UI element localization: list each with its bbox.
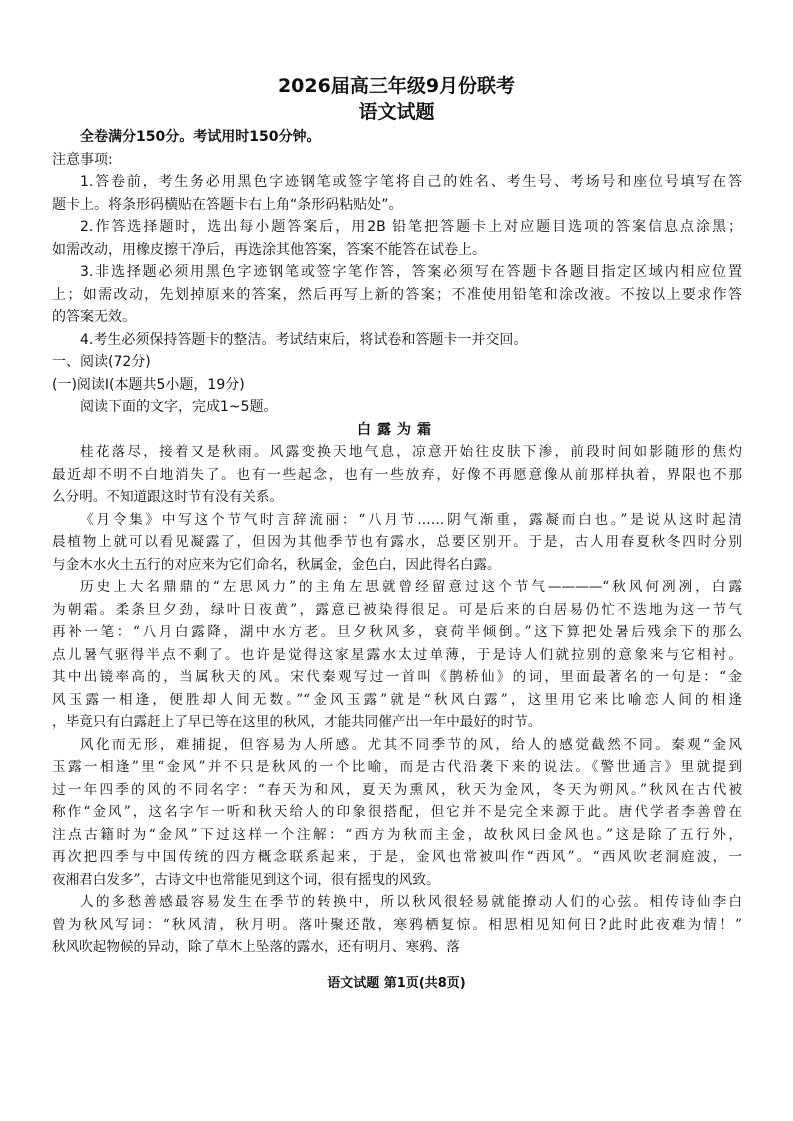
essay-line: 风玉露一相逢，便胜却人间无数。”“金风玉露”就是“秋风白露”，这里用它来比喻恋人间的相逢 [52, 691, 742, 708]
essay-line: 过一年四季的风的不同名字：“春天为和风，夏天为熏风，秋天为金风，冬天为朔风。”秋风在古代被 [52, 781, 742, 798]
essay-line: 再次把四季与中国传统的四方概念联系起来，于是，金风也常被叫作“西风”。“西风吹老洞庭波，一 [52, 849, 742, 865]
essay-line: 晨植物上就可以看见凝露了，但因为其他季节也有露水，总要区别开。于是，古人用春夏秋冬四时分别 [52, 534, 742, 550]
essay-line: 曾为秋风写词：“秋风清，秋月明。落叶聚还散，寒鸦栖复惊。相思相见知何日?此时此夜难为情！” [52, 916, 742, 933]
essay-paragraph [52, 891, 742, 959]
essay-line: 其中出镜率高的，当属秋天的风。宋代秦观写过一首叫《鹊桥仙》的词，里面最著名的一句是：“金 [52, 669, 742, 685]
essay-line: 风化而无形，难捕捉，但容易为人所感。尤其不同季节的风，给人的感觉截然不同。秦观“金风 [80, 736, 742, 753]
essay-paragraph [52, 576, 742, 734]
essay-line: 夜湘君白发多”，古诗文中也常能见到这个词，很有摇曳的风致。 [52, 871, 440, 888]
essay-line: 注点古籍时为“金风”下过这样一个注解：“西方为秋而主金，故秋风曰金风也。”这是除了五行外， [52, 826, 742, 843]
exam-title: 2026届高三年级9月份联考 [277, 75, 516, 97]
essay-line: 与金木水火土五行的对应来为它们命名，秋属金，金色白，因此得名白露。 [52, 556, 501, 573]
essay-line: 玉露一相逢”里“金风”并不只是秋风的一个比喻，而是古代沿袭下来的说法。《警世通言》里就提到 [52, 759, 742, 775]
exam-instructions [52, 126, 742, 959]
note-line: 上；如需改动，先划掉原来的答案，然后再写上新的答案；不准使用铅笔和涂改液。不按以上要求作答 [52, 286, 742, 303]
essay-line: 人的多愁善感最容易发生在季节的转换中，所以秋风很轻易就能撩动人们的心弦。相传诗仙李白 [80, 894, 742, 910]
exam-info: 全卷满分150分。考试用时150分钟。 [80, 129, 321, 145]
essay-line: 《月令集》中写这个节气时言辞流丽：“八月节……阴气渐重，露凝而白也。”是说从这时起清 [80, 511, 742, 528]
essay-line: 称作“金风”，这名字乍一听和秋天给人的印象很搭配，但它并不是完全来源于此。唐代学者李善曾在 [52, 804, 742, 820]
section-subheading: (一)阅读Ⅰ(本题共5小题，19分) [52, 376, 245, 393]
essay-paragraph [52, 509, 742, 577]
note-item [52, 329, 742, 352]
essay-line: 么分明。不知道跟这时节有没有关系。 [52, 489, 284, 505]
note-line: 如需改动，用橡皮擦干净后，再选涂其他答案，答案不能答在试卷上。 [52, 241, 486, 258]
note-item [52, 171, 742, 216]
essay-title: 白露为霜 [357, 421, 437, 438]
note-item [52, 261, 742, 329]
essay-line: 秋风吹起物候的异动，除了草木上坠落的露水，还有明月、寒鸦、落 [52, 939, 460, 955]
essay-paragraph [52, 441, 742, 509]
essay-line: 点儿暑气驱得半点不剩了。也许是觉得这家星露水太过单薄，于是诗人们就拉别的意象来与它相衬。 [52, 646, 742, 663]
essay-line: 为朝霜。柔条旦夕劲，绿叶日夜黄”，露意已被染得很足。可是后来的白居易仍忙不迭地为这一节气 [52, 601, 742, 618]
note-line: 的答案无效。 [52, 309, 136, 325]
note-line: 1.答卷前，考生务必用黑色字迹钢笔或签字笔将自己的姓名、考生号、考场号和座位号填写在答 [80, 174, 742, 190]
note-line: 题卡上。将条形码横贴在答题卡右上角“条形码粘贴处”。 [52, 196, 403, 213]
exam-subtitle: 语文试题 [358, 101, 435, 123]
section-heading: 一、阅读(72分) [52, 354, 151, 370]
essay-line: 再补一笔：“八月白露降，湖中水方老。旦夕秋风多，衰荷半倾倒。”这下算把处暑后残余下的那么 [52, 624, 742, 640]
essay-line: 历史上大名鼎鼎的“左思风力”的主角左思就曾经留意过这个节气————“秋风何冽冽，白露 [80, 579, 742, 595]
note-line: 2.作答选择题时，选出每小题答案后，用2B 铅笔把答题卡上对应题目选项的答案信息点涂黑； [80, 219, 742, 235]
essay-paragraph [52, 734, 742, 892]
note-item [52, 216, 742, 261]
essay-line: ，毕竟只有白露赶上了早已等在这里的秋风，才能共同催产出一年中最好的时节。 [52, 714, 542, 730]
page-footer: 语文试题 第1页(共8页) [327, 976, 466, 991]
essay-line: 最近却不明不白地消失了。也有一些起念，也有一些放弃，好像不再愿意像从前那样执着，界限也不那 [52, 466, 742, 483]
essay-line: 桂花落尽，接着又是秋雨。风露变换天地气息，凉意开始往皮肤下渗，前段时间如影随形的焦灼 [80, 444, 742, 460]
note-line: 3.非选择题必须用黑色字迹钢笔或签字笔作答，答案必须写在答题卡各题目指定区域内相应位置 [80, 264, 742, 280]
notes-heading: 注意事项: [52, 151, 113, 168]
section-instruction: 阅读下面的文字，完成1~5题。 [80, 399, 278, 415]
note-line: 4.考生必须保持答题卡的整洁。考试结束后，将试卷和答题卡一并交回。 [80, 331, 528, 348]
